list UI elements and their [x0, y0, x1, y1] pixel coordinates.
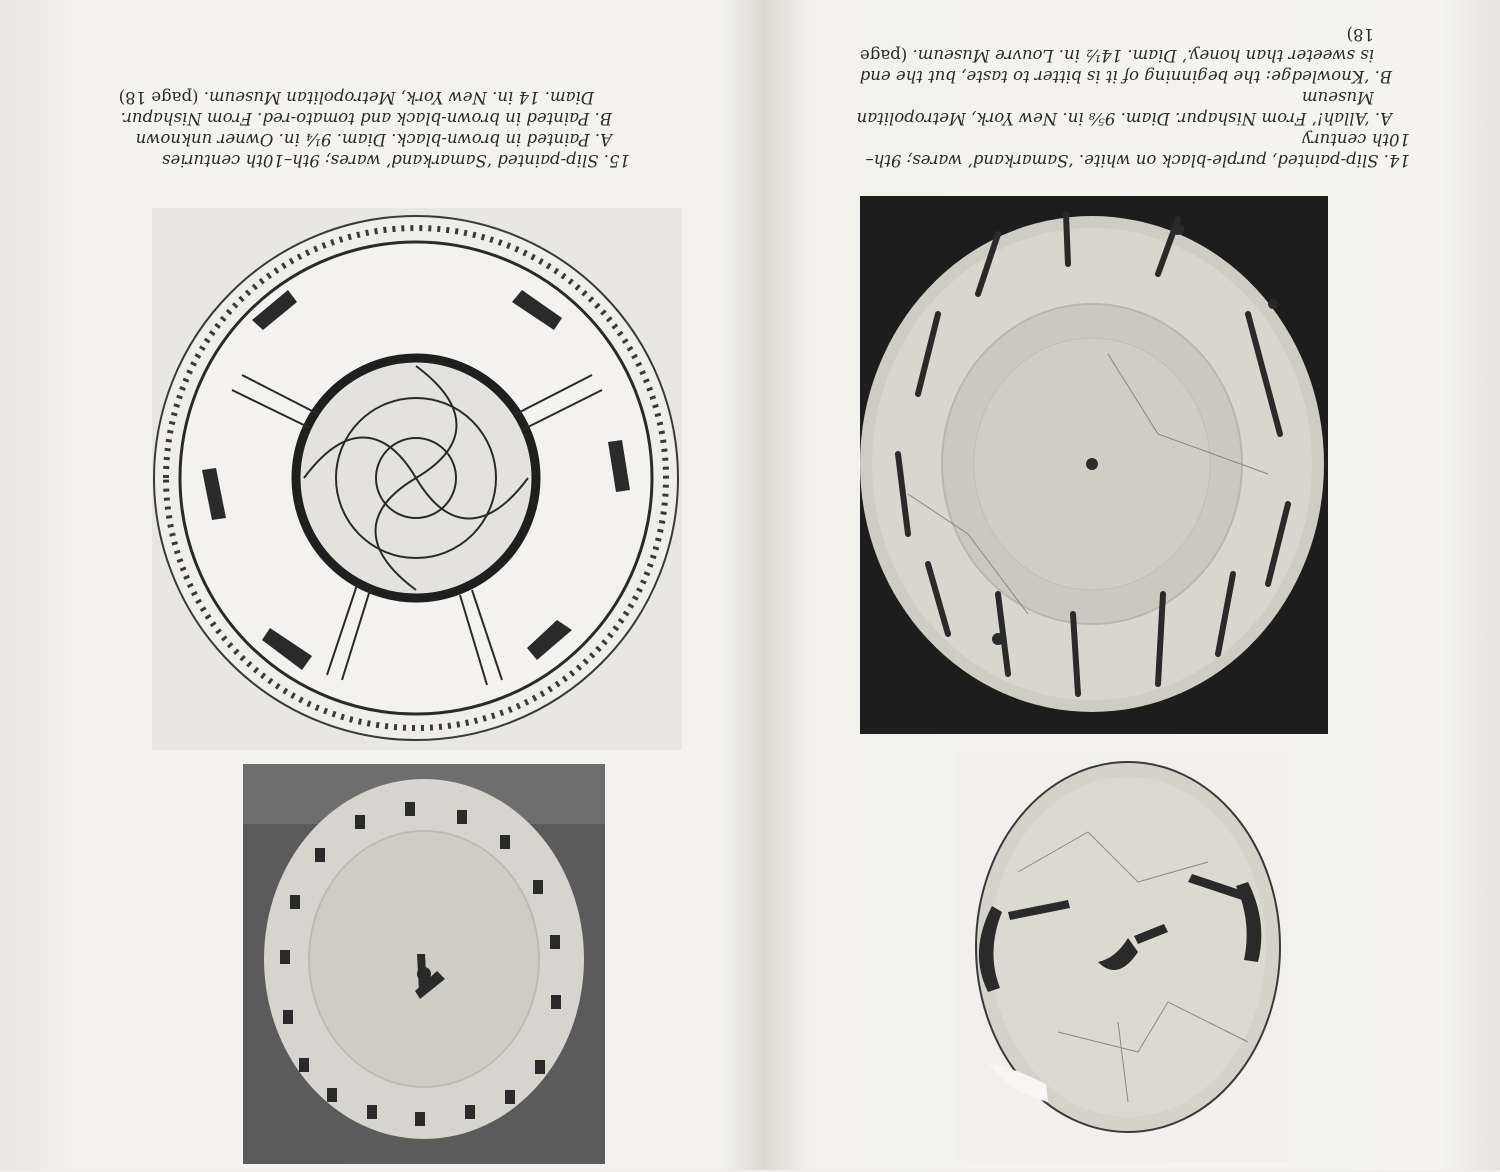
bowl-15b-illustration	[152, 208, 682, 750]
plate-15b-photo	[152, 208, 682, 750]
plate-14-page-ref: (page 18)	[860, 25, 1374, 65]
plate-15a-photo	[243, 764, 605, 1164]
plate-14-entry-b-text: B. ‘Knowledge: the beginning of it is bitter to taste, but the end is sweeter than honey.’ Diam. 14½ in. Louvre Museum.	[859, 46, 1392, 86]
plate-14-entry-a: A. ‘Allah!’ From Nishapur. Diam. 9⅝ in. New York, Metropolitan Museum	[856, 88, 1392, 128]
plate-15-entry-b	[110, 87, 612, 129]
plate-15-caption	[110, 87, 630, 171]
plate-14a-bowl	[958, 752, 1288, 1162]
plate-15-page-ref: (page 18)	[118, 88, 199, 107]
bowl-14a-illustration	[958, 752, 1288, 1162]
bowl-14b-illustration	[860, 196, 1328, 734]
plate-15-entry-b-text: B. Painted in brown-black and tomato-red. From Nishapur. Diam. 14 in. New York, Metropolitan Museum.	[120, 88, 612, 128]
plate-15-title: 15. Slip-painted ‘Samarkand’ wares; 9th–10th centuries	[162, 151, 630, 170]
bowl-15a-illustration	[243, 764, 605, 1164]
plate-14-caption	[850, 24, 1410, 171]
plate-14b-photo	[860, 196, 1328, 734]
plate-14-title: 14. Slip-painted, purple-black on white. ‘Samarkand’ wares; 9th–10th century	[865, 130, 1410, 170]
plate-15-entry-a: A. Painted in brown-black. Diam. 9¼ in. Owner unknown	[135, 130, 612, 149]
page-plate-15	[0, 0, 750, 1170]
plate-14-entry-b	[850, 24, 1392, 87]
